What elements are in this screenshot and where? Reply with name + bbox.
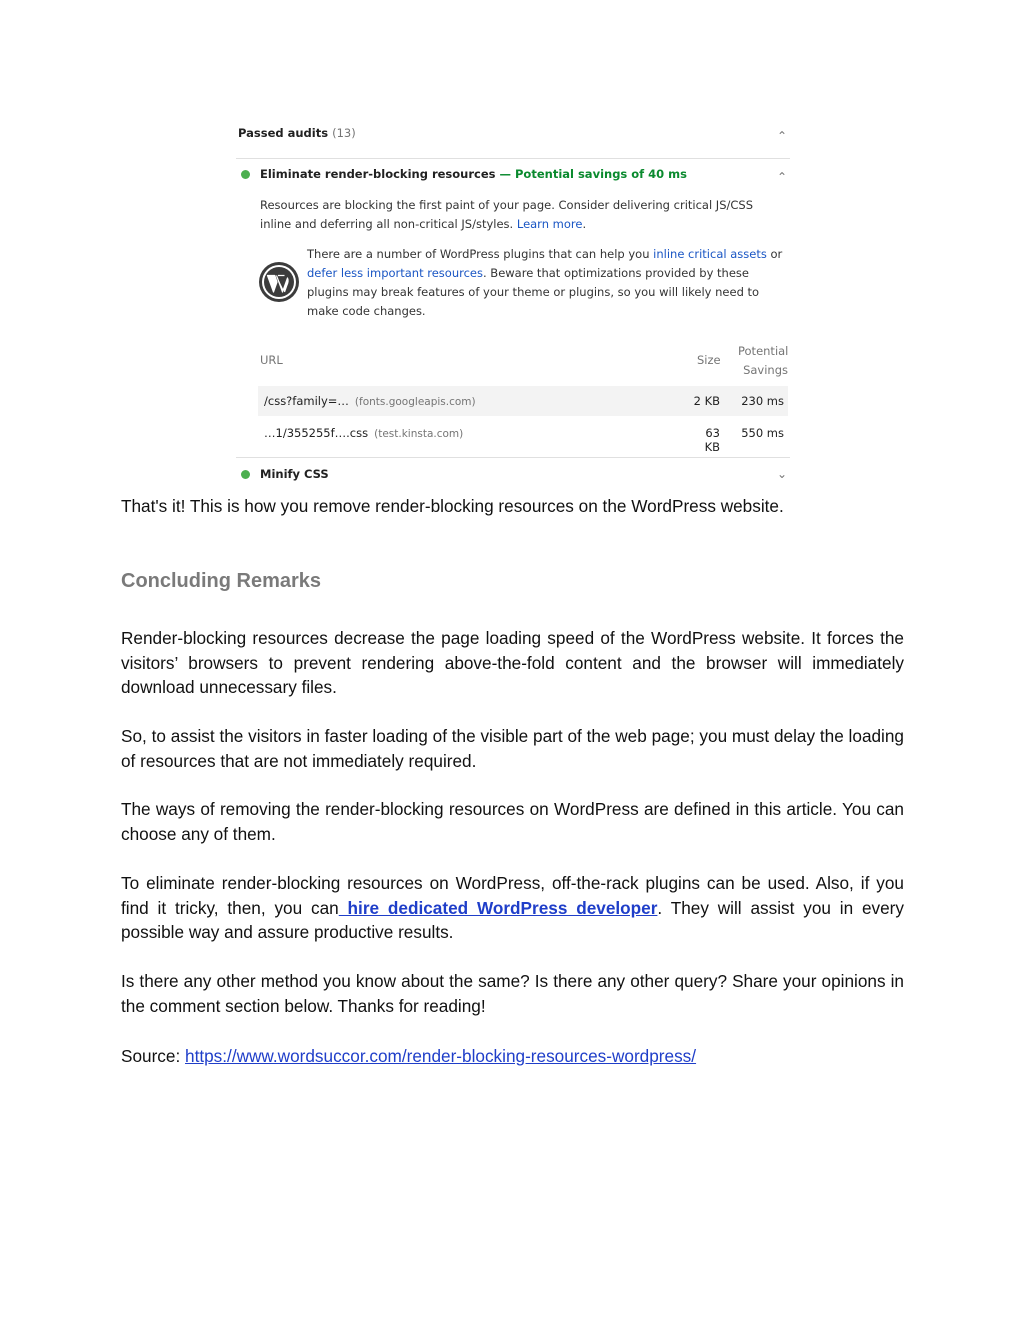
description-end: . — [582, 217, 587, 231]
chevron-up-icon[interactable]: ⌃ — [777, 129, 788, 143]
tip-text: There are a number of WordPress plugins that can help you — [307, 247, 654, 261]
url-cell[interactable] — [264, 426, 463, 440]
column-header-size: Size — [697, 353, 721, 367]
paragraph-text: To eliminate render-blocking resources on WordPress, off-the-rack plugins can be used. Also, if you find it tricky, then, you can — [121, 873, 904, 918]
url-text: …1/355255f….css — [264, 426, 369, 440]
learn-more-link[interactable]: Learn more — [516, 217, 583, 231]
description-text: Resources are blocking the first paint of your page. Consider delivering critical JS/CSS inline and deferring all non-critical JS/styles. — [260, 198, 754, 231]
paragraph: Render-blocking resources decrease the page loading speed of the WordPress website. It forces the visitors’ browsers to prevent rendering above-the-fold content and the browser will immediately download unnecessary files. — [121, 628, 904, 697]
savings-cell: 230 ms — [741, 394, 784, 408]
pass-status-icon — [241, 170, 250, 179]
passed-audits-count: (13) — [332, 126, 356, 140]
table-row — [258, 418, 788, 454]
divider — [236, 457, 790, 458]
paragraph: Is there any other method you know about the same? Is there any other query? Share your opinions in the comment section below. Thanks for reading! — [121, 971, 904, 1016]
tip-text: or — [766, 247, 783, 261]
url-cell[interactable] — [264, 394, 476, 408]
pass-status-icon — [241, 470, 250, 479]
source-link[interactable]: https://www.wordsuccor.com/render-blocking-resources-wordpress/ — [185, 1046, 697, 1066]
audit-description — [260, 196, 780, 234]
defer-resources-link[interactable]: defer less important resources — [307, 266, 483, 280]
passed-audits-label: Passed audits — [238, 126, 329, 140]
passed-audits-header[interactable] — [238, 126, 356, 140]
wordpress-tip — [307, 245, 785, 321]
hire-developer-link[interactable]: hire dedicated WordPress developer — [338, 897, 658, 918]
tip-text: . Beware that optimizations provided by these plugins may break features of your theme or plugins, so you will likely need to make code changes. — [307, 266, 760, 318]
audit-title: Eliminate render-blocking resources — [260, 167, 496, 181]
savings-header-line-1: Potential — [738, 344, 789, 358]
lighthouse-screenshot — [236, 118, 790, 490]
size-cell: 63 KB — [704, 426, 720, 454]
section-heading: Concluding Remarks — [121, 570, 322, 592]
source-label: Source: — [121, 1046, 186, 1066]
divider — [236, 158, 790, 159]
audit-title-row[interactable] — [260, 167, 687, 181]
paragraph: The ways of removing the render-blocking resources on WordPress are defined in this article. You can choose any of them. — [121, 799, 904, 844]
url-host: (fonts.googleapis.com) — [354, 396, 476, 408]
url-host: (test.kinsta.com) — [374, 428, 464, 440]
source-line — [121, 1044, 904, 1069]
paragraph — [121, 871, 904, 945]
audit-savings: — Potential savings of 40 ms — [499, 167, 688, 181]
paragraph: So, to assist the visitors in faster loading of the visible part of the web page; you must delay the loading of resources that are not immediately required. — [121, 726, 904, 771]
savings-header-line-2: Savings — [743, 363, 788, 377]
savings-cell: 550 ms — [741, 426, 784, 440]
chevron-down-icon[interactable]: ⌄ — [777, 467, 788, 481]
column-header-savings — [738, 342, 788, 380]
inline-critical-assets-link[interactable]: inline critical assets — [653, 247, 767, 261]
wordpress-logo-icon — [258, 261, 300, 303]
paragraph-text: . They will assist you in every possible way and assure productive results. — [121, 897, 904, 942]
url-text: /css?family=… — [264, 394, 349, 408]
chevron-up-icon[interactable]: ⌃ — [777, 170, 788, 184]
column-header-url: URL — [260, 353, 283, 367]
intro-text: That's it! This is how you remove render-blocking resources on the WordPress website. — [121, 496, 784, 516]
table-row — [258, 386, 788, 416]
size-cell: 2 KB — [693, 394, 720, 408]
minify-css-audit[interactable]: Minify CSS — [260, 467, 329, 481]
